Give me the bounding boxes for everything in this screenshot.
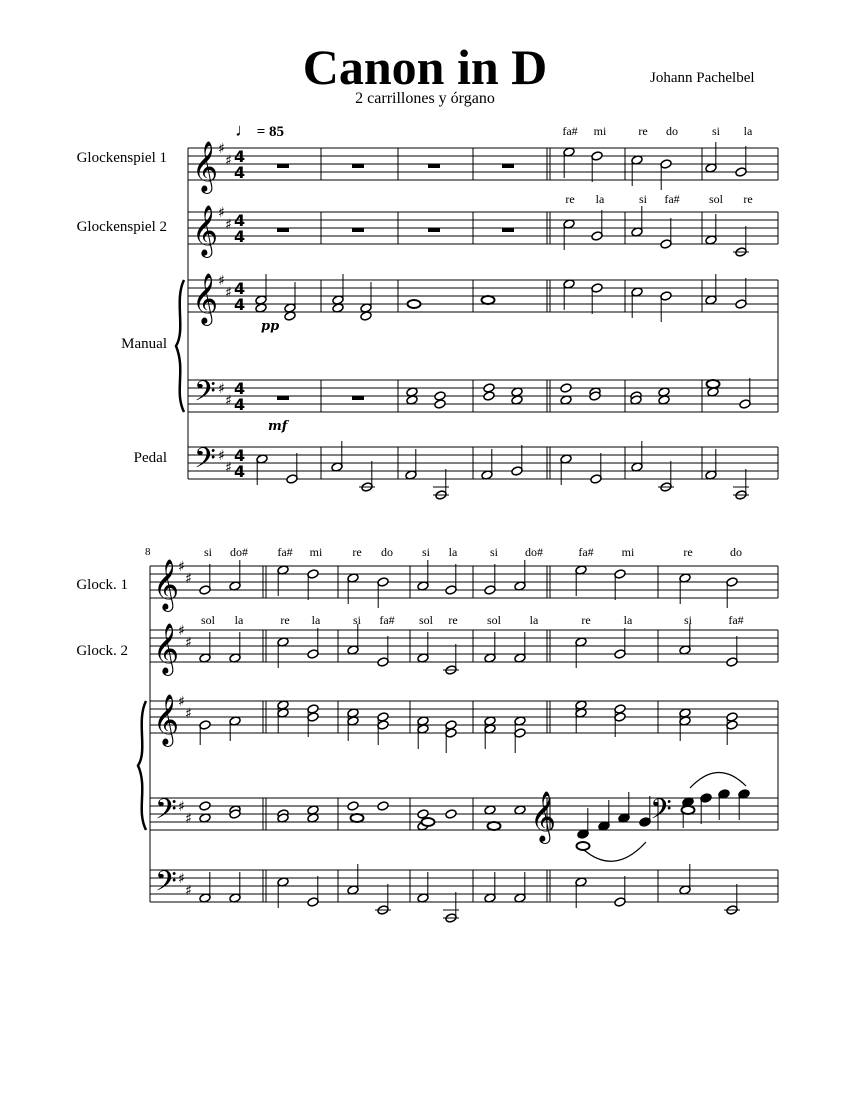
whole-note — [482, 296, 495, 304]
label-glock-2: Glock. 2 — [76, 643, 128, 659]
bass-clef-icon: 𝄢 — [194, 375, 216, 415]
time-signature: 4 — [234, 147, 246, 166]
solfege-syllable: do — [730, 545, 742, 559]
time-signature: 4 — [234, 279, 246, 298]
sharp-icon: ♯ — [225, 393, 232, 409]
whole-note — [682, 806, 695, 814]
sharp-icon: ♯ — [185, 811, 192, 827]
half-rest — [502, 164, 514, 168]
half-rest — [502, 228, 514, 232]
composer-name: Johann Pachelbel — [650, 70, 755, 86]
sharp-icon: ♯ — [185, 706, 192, 722]
whole-note — [408, 300, 421, 308]
sharp-icon: ♯ — [218, 381, 225, 397]
treble-clef-icon: 𝄞 — [153, 559, 180, 610]
time-signature: 4 — [234, 163, 246, 182]
whole-note — [488, 822, 501, 830]
manual-brace-icon — [176, 280, 184, 412]
label-pedal: Pedal — [133, 450, 167, 466]
solfege-syllable: la — [529, 613, 539, 627]
solfege-syllable: re — [280, 613, 290, 627]
measure-number: 8 — [145, 546, 151, 558]
treble-clef-icon: 𝄞 — [530, 791, 557, 842]
solfege-syllable: fa# — [277, 545, 293, 559]
time-signature: 4 — [234, 462, 246, 481]
solfege-syllable: re — [743, 192, 753, 206]
sharp-icon: ♯ — [218, 448, 225, 464]
whole-note — [577, 842, 590, 850]
solfege-syllable: fa# — [562, 124, 578, 138]
half-note — [514, 728, 526, 738]
solfege-syllable: sol — [708, 192, 724, 206]
time-signature: 4 — [234, 379, 246, 398]
whole-note — [422, 818, 435, 826]
half-note — [347, 801, 359, 811]
half-note — [307, 712, 319, 722]
half-note — [377, 577, 389, 587]
half-note — [199, 585, 211, 595]
sharp-icon: ♯ — [225, 285, 232, 301]
half-note — [377, 720, 389, 730]
solfege-syllable: la — [595, 192, 605, 206]
solfege-syllable: si — [203, 545, 213, 559]
solfege-syllable: si — [489, 545, 499, 559]
treble-clef-icon: 𝄞 — [192, 205, 219, 256]
solfege-syllable: sol — [418, 613, 434, 627]
whole-note — [351, 814, 364, 822]
half-note — [660, 159, 672, 169]
sharp-icon: ♯ — [185, 635, 192, 651]
slur — [584, 842, 646, 861]
solfege-syllable: mi — [621, 545, 635, 559]
label-glockenspiel-1: Glockenspiel 1 — [76, 150, 167, 166]
solfege-syllable: fa# — [728, 613, 744, 627]
tempo-value: = 85 — [256, 124, 285, 140]
half-rest — [428, 228, 440, 232]
solfege-syllable: fa# — [578, 545, 594, 559]
solfege-syllable: la — [448, 545, 458, 559]
manual-brace-icon — [138, 701, 146, 830]
half-rest — [277, 396, 289, 400]
solfege-syllable: la — [623, 613, 633, 627]
half-note — [735, 167, 747, 177]
sharp-icon: ♯ — [185, 571, 192, 587]
half-note — [307, 897, 319, 907]
label-manual: Manual — [121, 336, 167, 352]
solfege-syllable: do — [666, 124, 678, 138]
treble-clef-icon: 𝄞 — [153, 694, 180, 745]
half-note — [199, 720, 211, 730]
solfege-syllable: do# — [525, 545, 543, 559]
sharp-icon: ♯ — [178, 871, 185, 887]
solfege-syllable: mi — [593, 124, 607, 138]
solfege-syllable: si — [683, 613, 693, 627]
half-note — [614, 569, 626, 579]
half-note — [591, 231, 603, 241]
half-note — [590, 474, 602, 484]
half-rest — [277, 228, 289, 232]
half-note — [660, 291, 672, 301]
sharp-icon: ♯ — [178, 799, 185, 815]
half-note — [445, 585, 457, 595]
half-rest — [428, 164, 440, 168]
half-rest — [352, 396, 364, 400]
half-note — [614, 897, 626, 907]
sharp-icon: ♯ — [225, 460, 232, 476]
sharp-icon: ♯ — [218, 141, 225, 157]
solfege-syllable: re — [581, 613, 591, 627]
solfege-syllable: re — [638, 124, 648, 138]
label-glock-1: Glock. 1 — [76, 577, 128, 593]
half-note — [377, 801, 389, 811]
dynamic-pp: pp — [261, 319, 280, 334]
label-glockenspiel-2: Glockenspiel 2 — [76, 219, 167, 235]
half-note — [307, 569, 319, 579]
sharp-icon: ♯ — [218, 273, 225, 289]
solfege-syllable: si — [638, 192, 648, 206]
whole-note — [707, 380, 720, 388]
quarter-note — [700, 793, 712, 803]
half-note — [560, 383, 572, 393]
time-signature: 4 — [234, 446, 246, 465]
half-note — [735, 299, 747, 309]
sharp-icon: ♯ — [218, 205, 225, 221]
half-rest — [277, 164, 289, 168]
slur — [690, 772, 746, 788]
half-note — [726, 657, 738, 667]
solfege-syllable: re — [683, 545, 693, 559]
sharp-icon: ♯ — [178, 623, 185, 639]
solfege-syllable: re — [448, 613, 458, 627]
treble-clef-icon: 𝄞 — [192, 141, 219, 192]
sharp-icon: ♯ — [225, 217, 232, 233]
half-note — [660, 239, 672, 249]
half-note — [591, 283, 603, 293]
half-note — [307, 649, 319, 659]
half-note — [434, 399, 446, 409]
sharp-icon: ♯ — [178, 559, 185, 575]
treble-clef-icon: 𝄞 — [192, 273, 219, 324]
half-note — [614, 712, 626, 722]
time-signature: 4 — [234, 211, 246, 230]
sharp-icon: ♯ — [178, 694, 185, 710]
treble-clef-icon: 𝄞 — [153, 623, 180, 674]
solfege-syllable: si — [421, 545, 431, 559]
solfege-syllable: fa# — [664, 192, 680, 206]
solfege-syllable: la — [311, 613, 321, 627]
solfege-syllable: do# — [230, 545, 248, 559]
solfege-syllable: la — [234, 613, 244, 627]
solfege-syllable: sol — [486, 613, 502, 627]
bass-clef-icon: 𝄢 — [650, 793, 672, 833]
half-note — [614, 649, 626, 659]
solfege-syllable: si — [711, 124, 721, 138]
half-note — [445, 809, 457, 819]
score-subtitle: 2 carrillones y órgano — [355, 90, 495, 107]
bass-clef-icon: 𝄢 — [155, 865, 177, 905]
solfege-syllable: si — [352, 613, 362, 627]
half-note — [199, 801, 211, 811]
solfege-syllable: la — [743, 124, 753, 138]
solfege-syllable: re — [565, 192, 575, 206]
solfege-syllable: do — [381, 545, 393, 559]
dynamic-mf: mf — [268, 419, 288, 434]
half-note — [726, 577, 738, 587]
half-rest — [352, 228, 364, 232]
half-note — [286, 474, 298, 484]
time-signature: 4 — [234, 395, 246, 414]
solfege-syllable: sol — [200, 613, 216, 627]
time-signature: 4 — [234, 295, 246, 314]
solfege-syllable: re — [352, 545, 362, 559]
sharp-icon: ♯ — [225, 153, 232, 169]
score-title: Canon in D — [302, 39, 548, 95]
solfege-syllable: mi — [309, 545, 323, 559]
bass-clef-icon: 𝄢 — [155, 793, 177, 833]
half-note — [511, 466, 523, 476]
time-signature: 4 — [234, 227, 246, 246]
half-note — [483, 391, 495, 401]
half-rest — [352, 164, 364, 168]
sharp-icon: ♯ — [185, 883, 192, 899]
quarter-note-icon: ♩ — [235, 120, 253, 140]
half-note — [377, 657, 389, 667]
half-note — [726, 720, 738, 730]
half-note — [484, 585, 496, 595]
bass-clef-icon: 𝄢 — [194, 442, 216, 482]
half-note — [445, 728, 457, 738]
half-note — [591, 151, 603, 161]
half-note — [739, 399, 751, 409]
solfege-syllable: fa# — [379, 613, 395, 627]
